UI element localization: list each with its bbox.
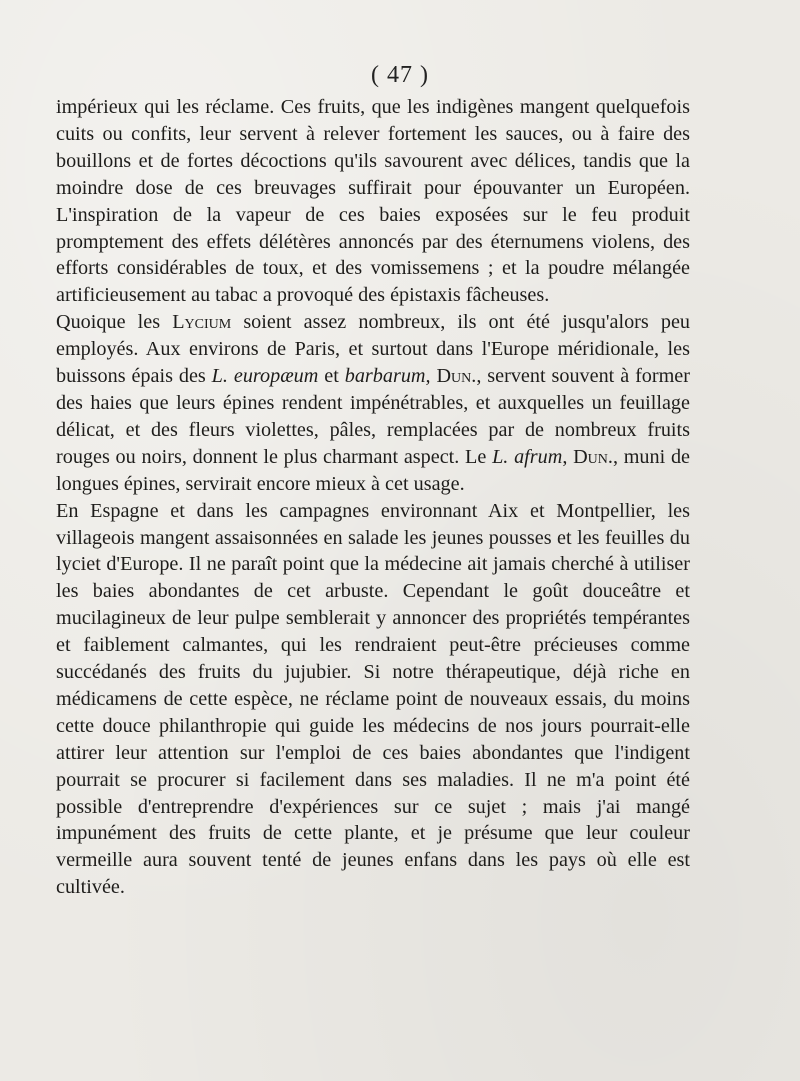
paragraph-2-part-7: , muni de longues épines, servirait encore mieux à cet usage. bbox=[56, 445, 690, 495]
paragraph-2-part-5: , servent souvent à former des haies que leurs épines rendent impénétrables, et auxquelles un feuillage délicat, et des fleurs violettes, pâles, remplacées par de nombreux fruits rouges ou noirs, donnent le plus charmant aspect. Le bbox=[56, 365, 690, 468]
body-text bbox=[56, 94, 690, 901]
paragraph-3: En Espagne et dans les campagnes environnant Aix et Montpellier, les villageois mangent assaisonnées en salade les jeunes pousses et les feuilles du lyciet d'Europe. Il ne paraît point que la médecine ait jamais cherché à utiliser les baies abondantes de cet arbuste. Cependant le goût douceâtre et mucilagineux de leur pulpe semblerait y annoncer des propriétés tempérantes et faiblement calmantes, qui les rendraient peut-être précieuses comme succédanés des fruits du jujubier. Si notre thérapeutique, déjà riche en médicamens de cette espèce, ne réclame point de nouveaux essais, du moins cette douce philanthropie qui guide les médecins de nos jours pourrait-elle attirer leur attention sur l'emploi de ces baies abondantes que l'indigent pourrait se procurer si facilement dans ses maladies. Il ne m'a point été possible d'entreprendre d'expériences sur ce sujet ; mais j'ai mangé impunément des fruits de cette plante, et je présume que leur couleur vermeille aura souvent tenté de jeunes enfans dans les pays où elle est cultivée. bbox=[56, 499, 690, 899]
paragraph-1: impérieux qui les réclame. Ces fruits, que les indigènes mangent quelquefois cuits ou confits, leur servent à relever fortement les sauces, ou à faire des bouillons et de fortes décoctions qu'ils savourent avec délices, tandis que la moindre dose de ces breuvages suffirait pour épouvanter un Européen. L'inspiration de la vapeur de ces baies exposées sur le feu produit promptement des effets délétères annoncés par des éternumens violens, des efforts considérables de toux, et des vomissemens ; et la poudre mélangée artificieusement au tabac a provoqué des épistaxis fâcheuses. bbox=[56, 96, 690, 307]
paragraph-2-part-6: , bbox=[562, 445, 574, 468]
page-number: ( 47 ) bbox=[371, 62, 429, 88]
paragraph-2 bbox=[56, 309, 690, 497]
species-name-europaeum: L. europæum bbox=[211, 365, 319, 388]
author-abbreviation-2: Dun. bbox=[573, 445, 613, 468]
paragraph-2-part-2: soient assez nombreux, ils ont été jusqu'alors peu employés. Aux environs de Paris, et surtout dans l'Europe méridionale, les buissons épais des bbox=[56, 311, 691, 388]
author-abbreviation-1: Dun. bbox=[436, 365, 477, 388]
paragraph-2-part-3: et bbox=[318, 365, 345, 388]
paragraph-2-part-1: Quoique les bbox=[56, 311, 173, 334]
species-name-barbarum: barbarum, bbox=[344, 365, 431, 388]
species-name-afrum: L. afrum bbox=[492, 445, 563, 468]
genus-name-lycium: Lycium bbox=[172, 311, 232, 334]
